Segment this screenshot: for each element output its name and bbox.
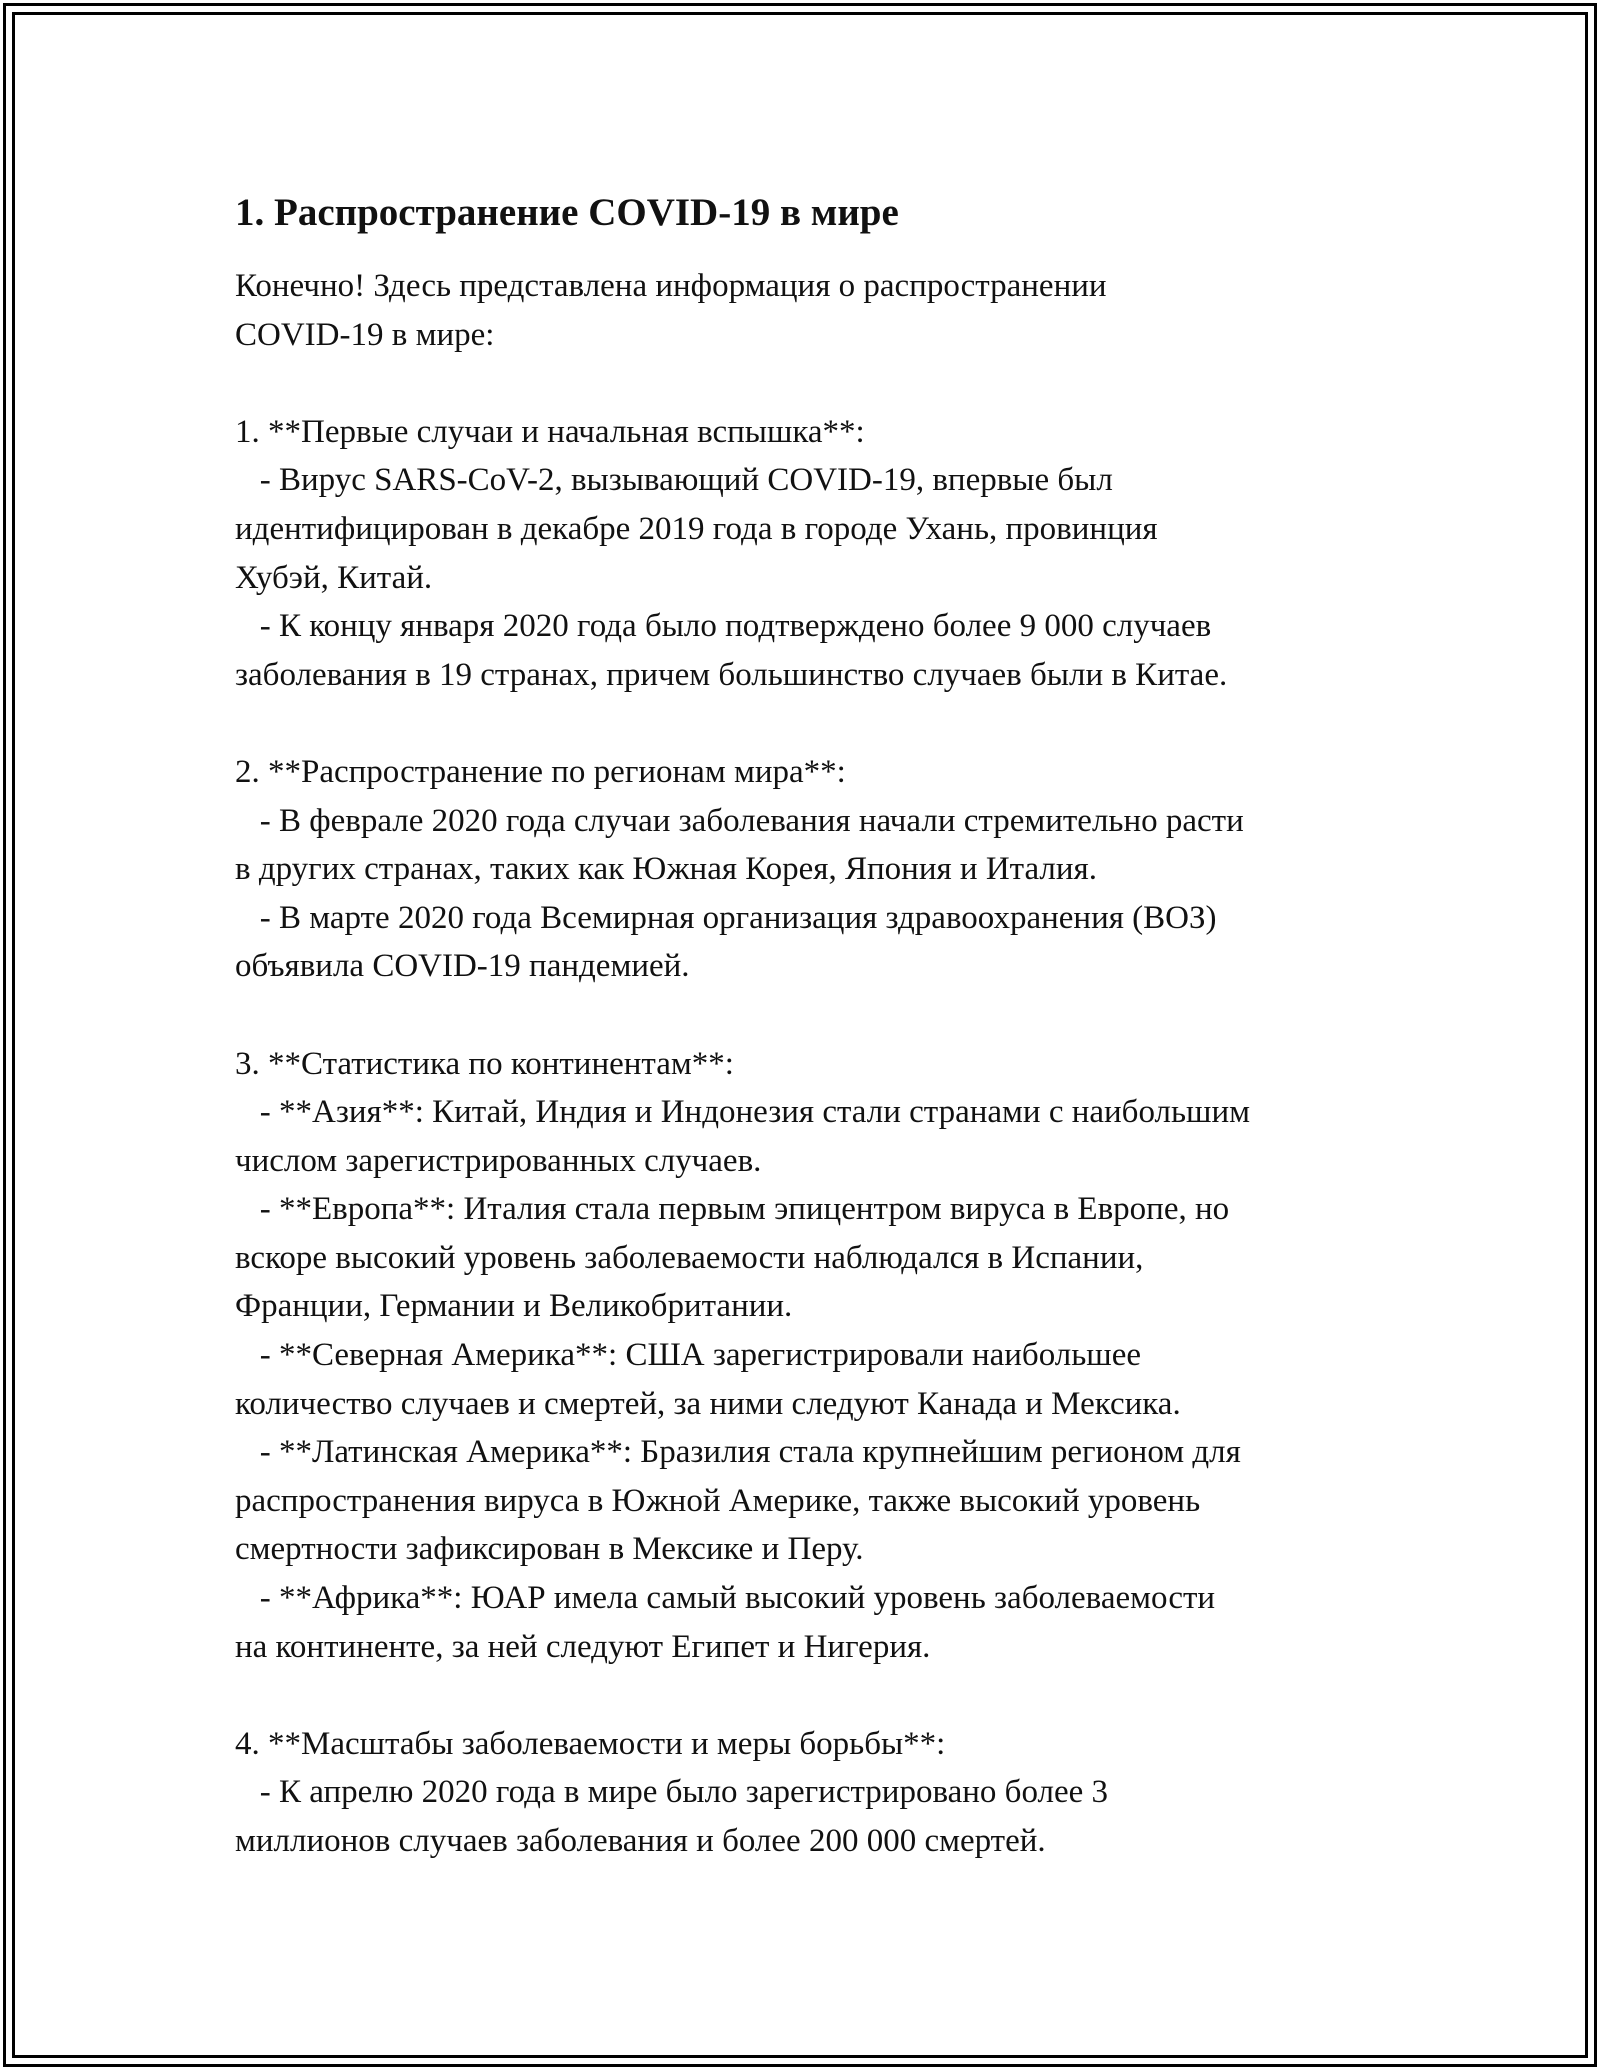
section-line: числом зарегистрированных случаев. bbox=[235, 1142, 762, 1179]
section-line: вскоре высокий уровень заболеваемости наблюдался в Испании, bbox=[235, 1239, 1144, 1276]
section-title: 2. **Распространение по регионам мира**: bbox=[235, 753, 846, 790]
document-body bbox=[235, 186, 1435, 1914]
section-line: - **Северная Америка**: США зарегистрировали наибольшее bbox=[235, 1337, 1141, 1374]
section-line: количество случаев и смертей, за ними следуют Канада и Мексика. bbox=[235, 1385, 1181, 1422]
section-first-cases bbox=[235, 408, 1435, 700]
section-line: миллионов случаев заболевания и более 200 000 смертей. bbox=[235, 1823, 1046, 1859]
section-line: - **Европа**: Италия стала первым эпицентром вируса в Европе, но bbox=[235, 1191, 1230, 1228]
intro-paragraph bbox=[235, 262, 1435, 359]
document-heading: 1. Распространение COVID-19 в мире bbox=[235, 191, 899, 234]
section-line: на континенте, за ней следуют Египет и Нигерия. bbox=[235, 1628, 931, 1665]
section-line: Франции, Германии и Великобритании. bbox=[235, 1288, 793, 1325]
intro-line: Конечно! Здесь представлена информация о распространении bbox=[235, 268, 1107, 304]
section-line: - В марте 2020 года Всемирная организация здравоохранения (ВОЗ) bbox=[235, 899, 1217, 936]
section-line: Хубэй, Китай. bbox=[235, 559, 433, 596]
section-line: распространения вируса в Южной Америке, также высокий уровень bbox=[235, 1482, 1201, 1519]
section-line: заболевания в 19 странах, причем большинство случаев были в Китае. bbox=[235, 656, 1228, 693]
section-line: - **Африка**: ЮАР имела самый высокий уровень заболеваемости bbox=[235, 1580, 1216, 1617]
section-line: в других странах, таких как Южная Корея, Япония и Италия. bbox=[235, 851, 1097, 888]
section-line: - Вирус SARS-CoV-2, вызывающий COVID-19, впервые был bbox=[235, 462, 1113, 499]
section-line: - **Азия**: Китай, Индия и Индонезия стали странами с наибольшим bbox=[235, 1094, 1251, 1131]
section-line: - **Латинская Америка**: Бразилия стала крупнейшим регионом для bbox=[235, 1434, 1241, 1471]
section-line: идентифицирован в декабре 2019 года в городе Ухань, провинция bbox=[235, 510, 1158, 547]
section-line: - К концу января 2020 года было подтверждено более 9 000 случаев bbox=[235, 608, 1212, 645]
section-title: 4. **Масштабы заболеваемости и меры борьбы**: bbox=[235, 1725, 946, 1762]
intro-line: COVID-19 в мире: bbox=[235, 316, 495, 353]
section-regional-spread bbox=[235, 748, 1435, 991]
section-line: - К апрелю 2020 года в мире было зарегистрировано более 3 bbox=[235, 1774, 1109, 1811]
section-line: смертности зафиксирован в Мексике и Перу. bbox=[235, 1531, 864, 1568]
section-line: объявила COVID-19 пандемией. bbox=[235, 948, 690, 985]
section-title: 3. **Статистика по континентам**: bbox=[235, 1045, 734, 1082]
section-line: - В феврале 2020 года случаи заболевания начали стремительно расти bbox=[235, 802, 1244, 839]
section-scale-measures bbox=[235, 1720, 1435, 1866]
section-title: 1. **Первые случаи и начальная вспышка**: bbox=[235, 413, 865, 450]
section-continent-stats bbox=[235, 1040, 1435, 1672]
